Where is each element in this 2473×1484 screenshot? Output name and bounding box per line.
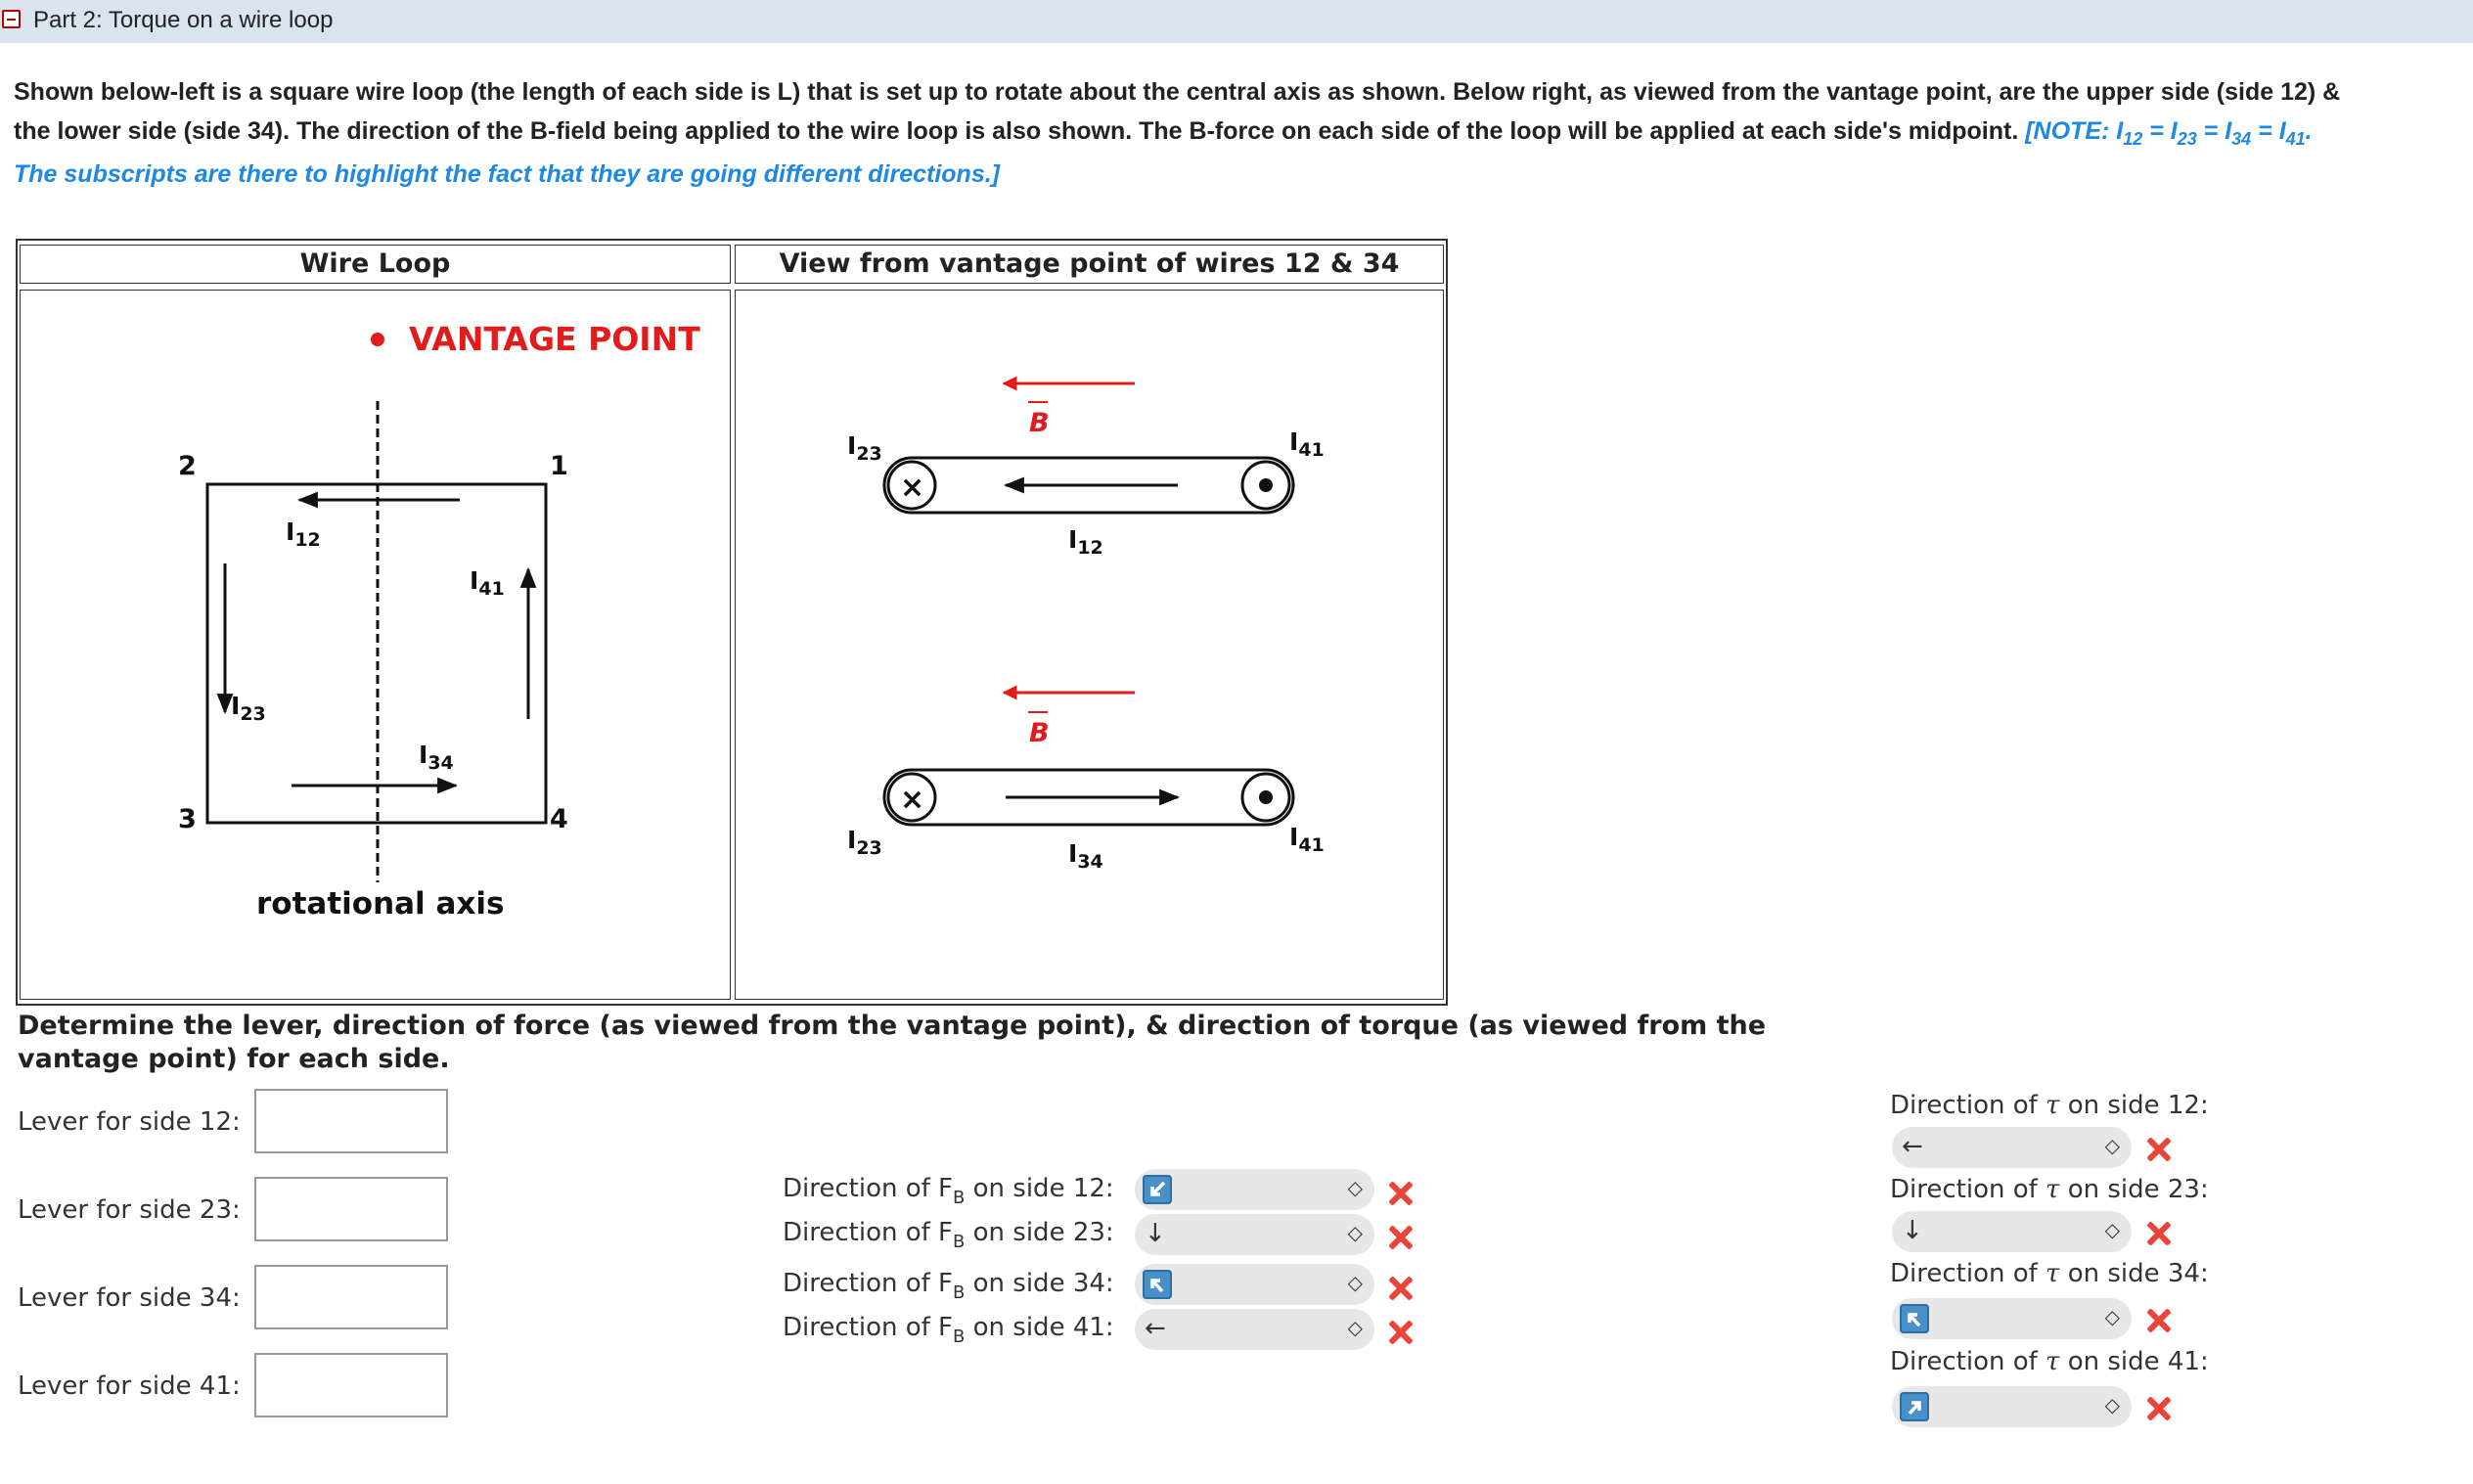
corner-label-4: 4	[550, 804, 568, 834]
incorrect-icon	[1387, 1181, 1413, 1206]
diagram-table	[16, 239, 1448, 1006]
vantage-point-label: VANTAGE POINT	[409, 320, 700, 358]
collapse-icon[interactable]	[2, 10, 21, 28]
force-label-34: Direction of $F_B$ on side 34:	[783, 1269, 1114, 1303]
chevron-updown-icon: ◇	[2104, 1218, 2120, 1241]
torque-label-34: Direction of τ on side 34:	[1890, 1259, 2209, 1288]
torque-label-23: Direction of τ on side 23:	[1890, 1175, 2209, 1204]
label-I23: $I_{23}$	[231, 692, 266, 725]
vantage-point-dot	[371, 333, 384, 346]
chevron-updown-icon: ◇	[1347, 1221, 1363, 1244]
force-select-41[interactable]	[1135, 1309, 1374, 1350]
incorrect-icon	[2145, 1396, 2171, 1421]
label-I23-top: $I_{23}$	[847, 431, 882, 465]
selected-value: ↓	[1902, 1216, 1923, 1245]
label-I34-right: $I_{34}$	[1068, 839, 1103, 873]
force-select-23[interactable]	[1135, 1214, 1374, 1255]
lever-input-41[interactable]	[254, 1353, 448, 1417]
question-prompt: Determine the lever, direction of force (as viewed from the vantage point), & direction of torque (as viewed from the vantage point) for each side.	[18, 1011, 1767, 1074]
torque-label-12: Direction of τ on side 12:	[1890, 1091, 2209, 1120]
chevron-updown-icon: ◇	[2104, 1393, 2120, 1417]
rotational-axis-label: rotational axis	[256, 886, 505, 922]
lever-label-23: Lever for side 23:	[18, 1195, 241, 1225]
diagram-svg	[18, 241, 1450, 1008]
part-header	[0, 0, 2473, 43]
corner-label-3: 3	[178, 804, 197, 834]
force-label-41: Direction of $F_B$ on side 41:	[783, 1313, 1114, 1347]
intro-line-2: the lower side (side 34). The direction of the B-field being applied to the wire loop is also shown. The B-force on each side of the loop will be applied at each side's midpoint.	[14, 117, 2019, 145]
lever-input-34[interactable]	[254, 1265, 448, 1329]
intro-text	[14, 72, 2459, 158]
torque-select-34[interactable]	[1892, 1298, 2132, 1339]
label-I41: $I_{41}$	[470, 566, 505, 600]
selected-value: ↓	[1145, 1219, 1166, 1248]
incorrect-icon	[1387, 1225, 1413, 1250]
intro-note-continued: The subscripts are there to highlight the fact that they are going different directions.]	[14, 160, 1000, 188]
intro-line-1: Shown below-left is a square wire loop (the length of each side is L) that is set up to rotate about the central axis as shown. Below right, as viewed from the vantage point, are the upper side (side 12) &	[14, 78, 2341, 106]
b-field-label-top: B	[1029, 408, 1050, 438]
incorrect-icon	[2145, 1308, 2171, 1333]
label-I12: $I_{12}$	[286, 517, 321, 551]
chevron-updown-icon: ◇	[2104, 1305, 2120, 1328]
current-out-page-top-dot	[1259, 478, 1273, 492]
current-out-page-bottom-dot	[1259, 790, 1273, 804]
lever-label-12: Lever for side 12:	[18, 1107, 241, 1137]
incorrect-icon	[2145, 1221, 2171, 1246]
label-I41-bottom: $I_{41}$	[1289, 823, 1325, 856]
chevron-updown-icon: ◇	[1347, 1316, 1363, 1339]
header-wire-loop: Wire Loop	[20, 245, 731, 284]
torque-select-23[interactable]	[1892, 1211, 2132, 1252]
label-I23-bottom: $I_{23}$	[847, 826, 882, 859]
arrow-down-left-icon	[1143, 1175, 1172, 1204]
current-into-page-bottom-x: ×	[900, 783, 925, 817]
force-select-34[interactable]	[1135, 1264, 1374, 1305]
arrow-up-right-icon	[1900, 1392, 1929, 1421]
incorrect-icon	[1387, 1276, 1413, 1301]
force-label-23: Direction of $F_B$ on side 23:	[783, 1218, 1114, 1252]
lever-label-41: Lever for side 41:	[18, 1372, 241, 1401]
label-I12-right: $I_{12}$	[1068, 525, 1103, 559]
incorrect-icon	[2145, 1137, 2171, 1162]
force-select-12[interactable]	[1135, 1169, 1374, 1210]
current-into-page-top-x: ×	[900, 471, 925, 505]
part-title: Part 2: Torque on a wire loop	[33, 7, 334, 33]
selected-value: ←	[1145, 1314, 1166, 1343]
torque-select-41[interactable]	[1892, 1386, 2132, 1427]
corner-label-2: 2	[178, 451, 197, 481]
corner-label-1: 1	[550, 451, 568, 481]
selected-value: ←	[1902, 1132, 1923, 1161]
label-I41-top: $I_{41}$	[1289, 427, 1325, 461]
arrow-up-left-icon	[1143, 1270, 1172, 1299]
chevron-updown-icon: ◇	[1347, 1176, 1363, 1199]
intro-note: [NOTE: $I_{12} = I_{23} = I_{34} = I_{41}$.	[2025, 117, 2313, 149]
torque-select-12[interactable]	[1892, 1127, 2132, 1168]
lever-label-34: Lever for side 34:	[18, 1283, 241, 1313]
lever-input-12[interactable]	[254, 1089, 448, 1153]
b-field-label-bottom: B	[1029, 718, 1050, 748]
arrow-up-left-icon	[1900, 1304, 1929, 1333]
incorrect-icon	[1387, 1320, 1413, 1345]
torque-label-41: Direction of τ on side 41:	[1890, 1347, 2209, 1376]
chevron-updown-icon: ◇	[2104, 1134, 2120, 1157]
force-label-12: Direction of $F_B$ on side 12:	[783, 1174, 1114, 1208]
chevron-updown-icon: ◇	[1347, 1271, 1363, 1294]
header-vantage-view: View from vantage point of wires 12 & 34	[735, 245, 1444, 284]
label-I34: $I_{34}$	[419, 741, 454, 774]
lever-input-23[interactable]	[254, 1177, 448, 1241]
